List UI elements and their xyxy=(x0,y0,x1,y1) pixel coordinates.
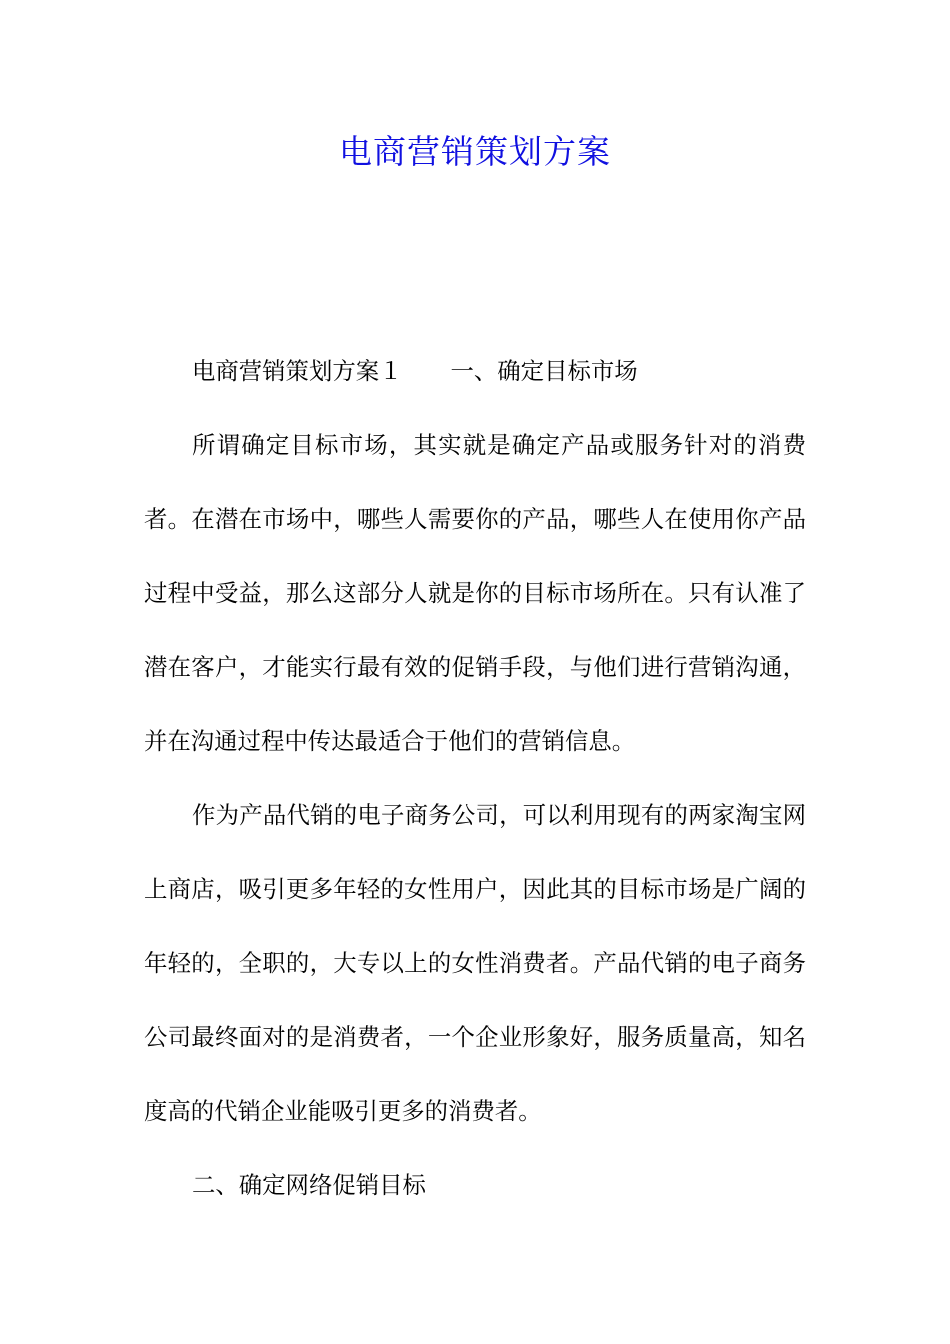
section-heading: 一、确定目标市场 xyxy=(450,357,638,385)
section-intro-line xyxy=(144,334,806,408)
paragraph-target-market-company: 作为产品代销的电子商务公司，可以利用现有的两家淘宝网上商店，吸引更多年轻的女性用户，因此其的目标市场是广阔的年轻的，全职的，大专以上的女性消费者。产品代销的电子商务公司最终面对的是消费者，一个企业形象好，服务质量高，知名度高的代销企业能吸引更多的消费者。 xyxy=(144,801,806,1125)
paragraph-target-market-definition: 所谓确定目标市场，其实就是确定产品或服务针对的消费者。在潜在市场中，哪些人需要你的产品，哪些人在使用你产品过程中受益，那么这部分人就是你的目标市场所在。只有认准了潜在客户，才能实行最有效的促销手段，与他们进行营销沟通，并在沟通过程中传达最适合于他们的营销信息。 xyxy=(144,431,806,755)
section-label: 电商营销策划方案１ xyxy=(192,357,403,385)
section-subheading: 二、确定网络促销目标 xyxy=(192,1171,426,1199)
document-body xyxy=(144,334,806,1222)
document-title: 电商营销策划方案 xyxy=(339,132,611,171)
